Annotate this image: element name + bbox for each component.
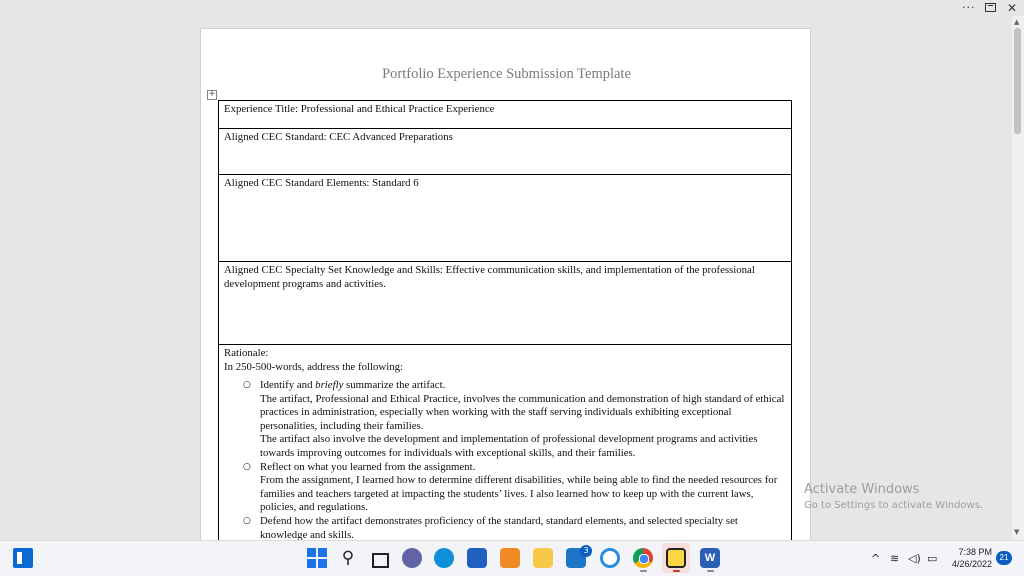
scroll-down-icon[interactable]: ▼ — [1014, 528, 1020, 536]
chrome-icon[interactable] — [633, 548, 653, 568]
battery-icon[interactable]: ▭ — [927, 552, 938, 565]
rationale-cell[interactable] — [219, 345, 792, 541]
clock-time: 7:38 PM — [958, 547, 992, 557]
list-item — [224, 515, 786, 540]
window-title-bar — [0, 0, 1024, 16]
answer-paragraph: The artifact also involve the development and implementation of professional development programs and activities towards improving outcomes for individuals with exceptional skills, and their families. — [260, 433, 758, 459]
bullet-prompt: Identify and briefly summarize the artifact. — [260, 379, 446, 391]
file-explorer-icon[interactable] — [533, 548, 553, 568]
widgets-icon[interactable] — [13, 548, 33, 568]
running-indicator — [707, 570, 714, 572]
clock-date: 4/26/2022 — [951, 559, 992, 569]
running-indicator — [673, 570, 680, 572]
edge-browser-icon[interactable] — [434, 548, 454, 568]
watermark-subtitle: Go to Settings to activate Windows. — [804, 500, 984, 511]
word-icon[interactable]: W — [700, 548, 720, 568]
circle-bullet-icon: ○ — [243, 461, 251, 472]
restore-window-icon[interactable] — [985, 3, 996, 12]
activate-windows-watermark — [804, 482, 983, 511]
running-indicator — [640, 570, 647, 572]
table-move-handle-icon[interactable]: + — [208, 89, 216, 99]
experience-title-cell[interactable]: Experience Title: Professional and Ethical Practice Experience — [219, 101, 792, 129]
submission-table — [218, 100, 792, 540]
scroll-up-icon[interactable]: ▲ — [1014, 18, 1020, 26]
specialty-set-cell[interactable]: Aligned CEC Specialty Set Knowledge and Skills: Effective communication skills, and implementation of the professional development programs and activities. — [219, 262, 792, 345]
system-clock[interactable] — [942, 546, 992, 570]
rationale-list — [224, 379, 786, 540]
wifi-icon[interactable]: ≋ — [890, 552, 900, 565]
document-page[interactable] — [200, 28, 811, 540]
scrollbar-thumb[interactable] — [1014, 28, 1021, 134]
microsoft-store-icon[interactable] — [467, 548, 487, 568]
circle-bullet-icon: ○ — [243, 515, 251, 526]
table-row — [219, 101, 792, 129]
table-row — [219, 262, 792, 345]
document-title: Portfolio Experience Submission Template — [382, 66, 631, 82]
bullet-prompt: Defend how the artifact demonstrates proficiency of the standard, standard elements, and selected specialty set knowledge and skills. — [260, 514, 738, 540]
standard-elements-cell[interactable]: Aligned CEC Standard Elements: Standard 6 — [219, 175, 792, 262]
table-row — [219, 345, 792, 541]
photos-icon[interactable] — [600, 548, 620, 568]
notification-badge[interactable]: 21 — [996, 551, 1012, 565]
teams-chat-icon[interactable] — [402, 548, 422, 568]
list-item — [224, 461, 786, 515]
search-icon[interactable]: ⚲ — [341, 548, 355, 568]
aligned-standard-cell[interactable]: Aligned CEC Standard: CEC Advanced Preparations — [219, 129, 792, 175]
mail-badge: 3 — [580, 545, 592, 557]
bullet-prompt: Reflect on what you learned from the assignment. — [260, 460, 476, 473]
list-item — [224, 379, 786, 461]
sublime-text-icon[interactable] — [500, 548, 520, 568]
answer-paragraph: The artifact, Professional and Ethical Practice, involves the communication and demonstration of high standard of ethical practices in administration, especially when working with the staff serving individuals exhibiting exceptional personalities, including their families. — [260, 392, 785, 432]
close-window-button[interactable]: ✕ — [1007, 1, 1018, 15]
table-row — [219, 175, 792, 262]
windows-start-icon[interactable] — [307, 548, 327, 568]
rationale-instruction: In 250-500-words, address the following: — [224, 361, 404, 373]
rationale-heading: Rationale: — [224, 347, 269, 359]
more-options-button[interactable]: ··· — [962, 1, 976, 14]
volume-icon[interactable]: ◁) — [908, 552, 921, 565]
sticky-notes-icon[interactable] — [666, 548, 686, 568]
table-row — [219, 129, 792, 175]
answer-paragraph: From the assignment, I learned how to determine different disabilities, while being able to find the needed resources for families and teachers targeted at impacting the students’ lives. I also learned how to keep up with the current laws, policies, and regulations. — [260, 474, 778, 514]
chevron-up-icon[interactable]: ^ — [871, 552, 881, 565]
circle-bullet-icon: ○ — [243, 380, 251, 390]
watermark-title: Activate Windows — [804, 482, 920, 497]
task-view-icon[interactable] — [369, 548, 389, 568]
